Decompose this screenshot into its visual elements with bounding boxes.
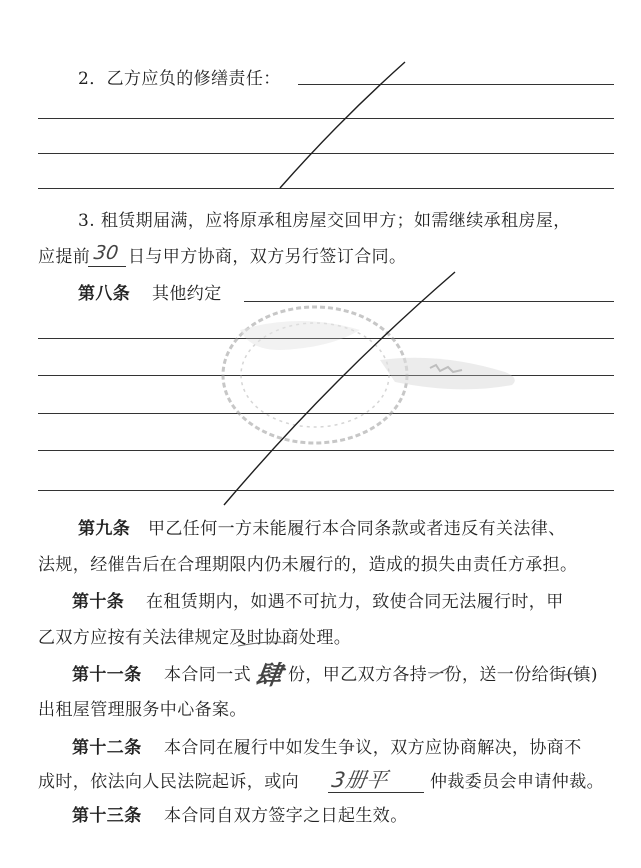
handwritten-days: 30 [92,242,120,264]
strike-through-line [280,62,405,188]
article13-text: 本合同自双方签字之日起生效。 [164,806,408,826]
item2-label: 2．乙方应负的修缮责任： [78,69,281,89]
handwriting-stroke [238,642,290,646]
article10-line2: 乙双方应按有关法律规定及时协商处理。 [38,628,352,648]
article11-line1-prefix: 本合同一式 [164,665,251,685]
article11-heading: 第十一条 [72,665,142,685]
handwriting-stroke [430,666,452,678]
article12-line1: 本合同在履行中如发生争议，双方应协商解决，协商不 [164,738,582,758]
article9-line2: 法规，经催告后在合理期限内仍未履行的，造成的损失由责任方承担。 [38,555,578,575]
article8-text: 其他约定 [152,284,222,304]
faded-seal-stamp [223,307,515,443]
article9-line1: 甲乙任何一方未能履行本合同条款或者违反有关法律、 [148,519,566,539]
article11-line1-suffix: 份，甲乙双方各持一份，送一份给街(镇) [288,665,598,685]
handwriting-stroke [560,673,590,676]
item3-line1: 3. 租赁期届满，应将原承租房屋交回甲方；如需继续承租房屋， [78,211,571,231]
handwritten-copies: 肆 [253,661,284,691]
article13-heading: 第十三条 [72,806,142,826]
article9-heading: 第九条 [78,519,131,539]
strike-through-line [224,272,455,505]
handwritten-arbitration-city: 3册平 [330,768,389,792]
article10-line1: 在租赁期内，如遇不可抗力，致使合同无法履行时，甲 [146,592,564,612]
article8-heading: 第八条 [78,284,131,304]
article12-line2-prefix: 成时，依法向人民法院起诉，或向 [38,772,299,792]
article12-line2-suffix: 仲裁委员会申请仲裁。 [430,772,604,792]
article11-line2: 出租屋管理服务中心备案。 [38,700,247,720]
article10-heading: 第十条 [72,592,125,612]
item3-line2-suffix: 日与甲方协商，双方另行签订合同。 [128,247,407,267]
article12-heading: 第十二条 [72,738,142,758]
item3-line2-prefix: 应提前 [38,247,91,267]
